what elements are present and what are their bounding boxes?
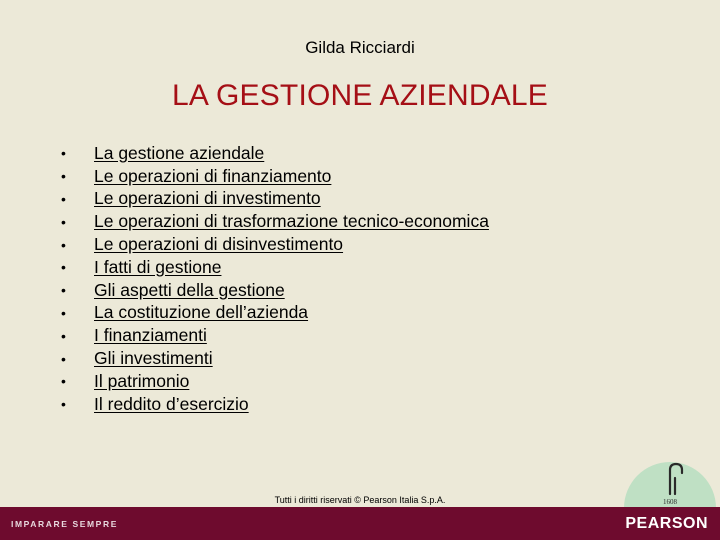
toc-item[interactable]	[60, 347, 489, 370]
bullet: •	[61, 373, 66, 390]
toc-item[interactable]	[60, 256, 489, 279]
toc-link[interactable]: Le operazioni di finanziamento	[94, 165, 332, 186]
bullet: •	[61, 259, 66, 276]
author-name: Gilda Ricciardi	[305, 38, 415, 57]
toc-item[interactable]	[60, 210, 489, 233]
copyright-notice: Tutti i diritti riservati © Pearson Italia S.p.A.	[274, 495, 446, 505]
bullet: •	[61, 304, 66, 321]
bullet: •	[61, 350, 66, 367]
toc-item[interactable]	[60, 233, 489, 256]
toc-link[interactable]: Gli investimenti	[94, 348, 213, 369]
toc-link[interactable]: La gestione aziendale	[94, 142, 265, 163]
toc-item[interactable]	[60, 302, 489, 325]
bullet: •	[61, 327, 66, 344]
brand-logo: PEARSON	[625, 515, 708, 532]
toc-item[interactable]	[60, 324, 489, 347]
toc-item[interactable]	[60, 188, 489, 211]
toc-link[interactable]: I finanziamenti	[94, 325, 207, 346]
toc-item[interactable]	[60, 370, 489, 393]
bullet: •	[61, 145, 66, 162]
toc-link[interactable]: Le operazioni di trasformazione tecnico-economica	[94, 211, 489, 232]
bullet: •	[61, 190, 66, 207]
tagline: IMPARARE SEMPRE	[11, 519, 118, 529]
bullet: •	[61, 213, 66, 230]
footer-bar	[0, 507, 720, 540]
bullet: •	[61, 168, 66, 185]
toc-link[interactable]: Gli aspetti della gestione	[94, 279, 285, 300]
bullet: •	[61, 396, 66, 413]
toc-item[interactable]	[60, 165, 489, 188]
toc-link[interactable]: Il patrimonio	[94, 370, 190, 391]
toc-item[interactable]	[60, 142, 489, 165]
toc-link[interactable]: Il reddito d’esercizio	[94, 393, 249, 414]
toc-link[interactable]: La costituzione dell’azienda	[94, 302, 309, 323]
toc-item[interactable]	[60, 279, 489, 302]
svg-text:1608: 1608	[663, 498, 677, 506]
toc-link[interactable]: Le operazioni di disinvestimento	[94, 234, 344, 255]
bullet: •	[61, 282, 66, 299]
toc-link[interactable]: Le operazioni di investimento	[94, 188, 321, 209]
table-of-contents	[60, 142, 489, 416]
bullet: •	[61, 236, 66, 253]
slide-title: LA GESTIONE AZIENDALE	[172, 79, 548, 112]
toc-link[interactable]: I fatti di gestione	[94, 256, 222, 277]
toc-item[interactable]	[60, 393, 489, 416]
